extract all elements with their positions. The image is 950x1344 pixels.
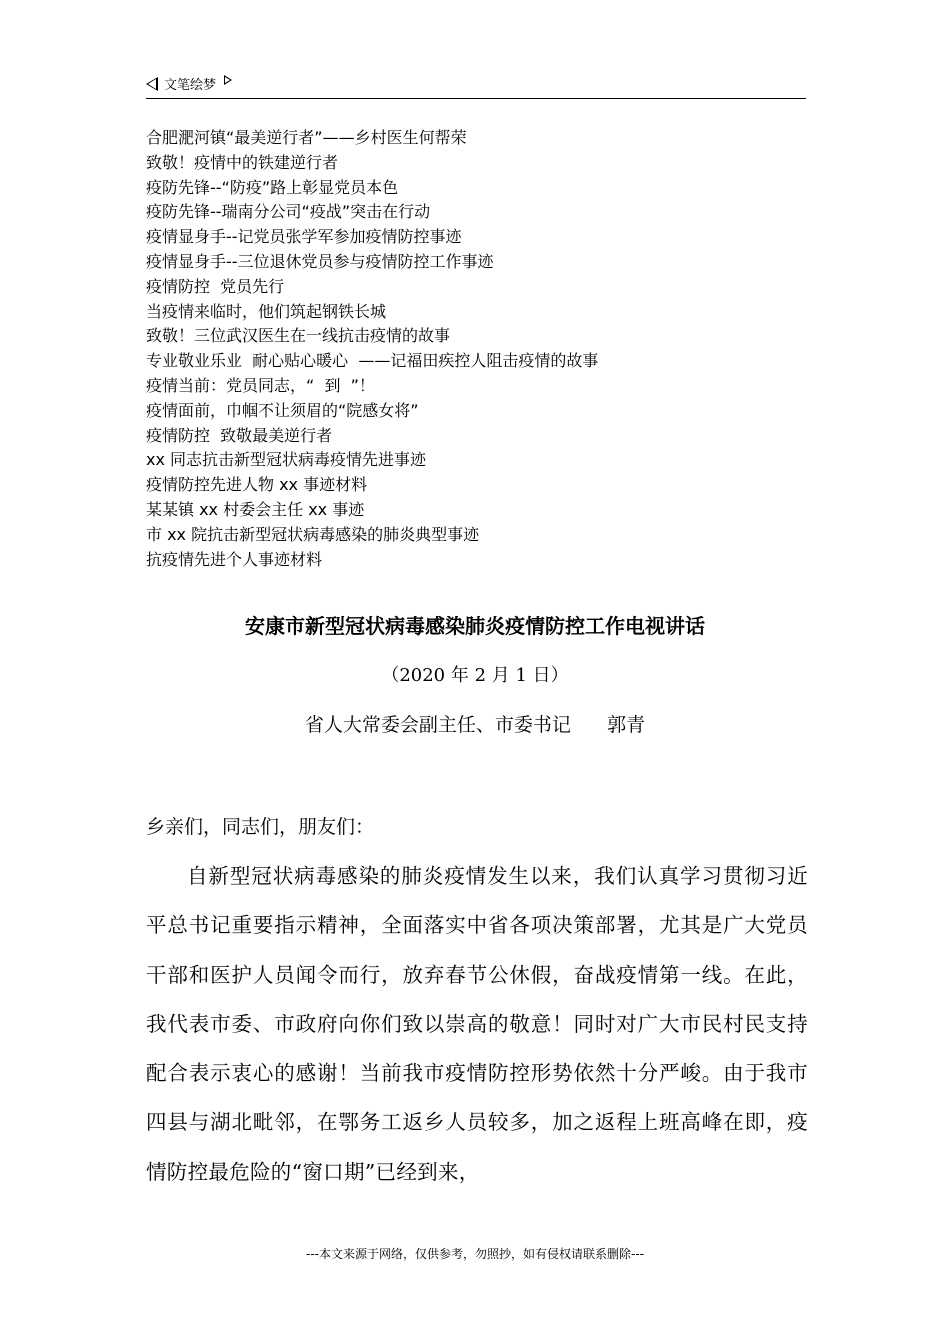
related-article-link[interactable]: 抗疫情先进个人事迹材料	[146, 549, 323, 569]
related-article-link[interactable]: 合肥淝河镇“最美逆行者”——乡村医生何帮荣	[146, 128, 467, 147]
document-title: 安康市新型冠状病毒感染肺炎疫情防控工作电视讲话	[245, 614, 705, 638]
page-header	[146, 72, 806, 99]
page-footer-disclaimer: ---本文来源于网络，仅供参考，勿照抄，如有侵权请联系删除---	[306, 1247, 644, 1261]
related-article-link[interactable]: 疫情显身手--记党员张学军参加疫情防控事迹	[146, 227, 462, 247]
related-article-link[interactable]: 疫防先锋--“防疫”路上彰显党员本色	[146, 177, 399, 197]
related-articles-list	[146, 126, 598, 572]
related-article-link[interactable]: 疫防先锋--瑞南分公司“疫战”突击在行动	[146, 202, 431, 222]
related-article-link[interactable]: 疫情面前，巾帼不让须眉的“院感女将”	[146, 400, 419, 420]
related-article-link[interactable]: 疫情防控 致敬最美逆行者	[146, 425, 333, 445]
related-article-link[interactable]: 致敬！三位武汉医生在一线抗击疫情的故事	[146, 326, 451, 346]
document-paragraph: 自新型冠状病毒感染的肺炎疫情发生以来，我们认真学习贯彻习近平总书记重要指示精神，全面落实中省各项决策部署，尤其是广大党员干部和医护人员闻令而行，放弃春节公休假，奋战疫情第一线。在此，我代表市委、市政府向你们致以崇高的敬意！同时对广大市民村民支持配合表示衷心的感谢！当前我市疫情防控形势依然十分严峻。由于我市四县与湖北毗邻，在鄂务工返乡人员较多，加之返程上班高峰在即，疫情防控最危险的“窗口期”已经到来，	[146, 864, 808, 1184]
related-article-link[interactable]: 疫情当前：党员同志，“ 到 ”！	[146, 375, 375, 395]
header-brand-group	[146, 74, 232, 93]
related-article-link[interactable]: 疫情显身手--三位退休党员参与疫情防控工作事迹	[146, 251, 494, 271]
related-article-link[interactable]: 某某镇 xx 村委会主任 xx 事迹	[146, 499, 365, 519]
related-article-link[interactable]: 疫情防控先进人物 xx 事迹材料	[146, 475, 368, 495]
triangle-right-icon	[224, 75, 232, 85]
header-brand: 文笔绘梦	[164, 78, 217, 93]
triangle-left-icon	[146, 77, 158, 91]
document-salutation: 乡亲们，同志们，朋友们：	[146, 816, 375, 838]
related-article-link[interactable]: 疫情防控 党员先行	[146, 276, 285, 296]
related-article-link[interactable]: 专业敬业乐业 耐心贴心暖心 ——记福田疾控人阻击疫情的故事	[146, 351, 599, 371]
related-article-link[interactable]: 致敬！疫情中的铁建逆行者	[146, 152, 339, 172]
related-article-link[interactable]: 当疫情来临时，他们筑起钢铁长城	[146, 301, 387, 321]
document-date: （2020 年 2 月 1 日）	[381, 665, 569, 686]
related-article-link[interactable]: 市 xx 院抗击新型冠状病毒感染的肺炎典型事迹	[146, 524, 480, 544]
related-article-link[interactable]: xx 同志抗击新型冠状病毒疫情先进事迹	[146, 450, 427, 470]
document-author: 省人大常委会副主任、市委书记 郭青	[304, 714, 646, 736]
